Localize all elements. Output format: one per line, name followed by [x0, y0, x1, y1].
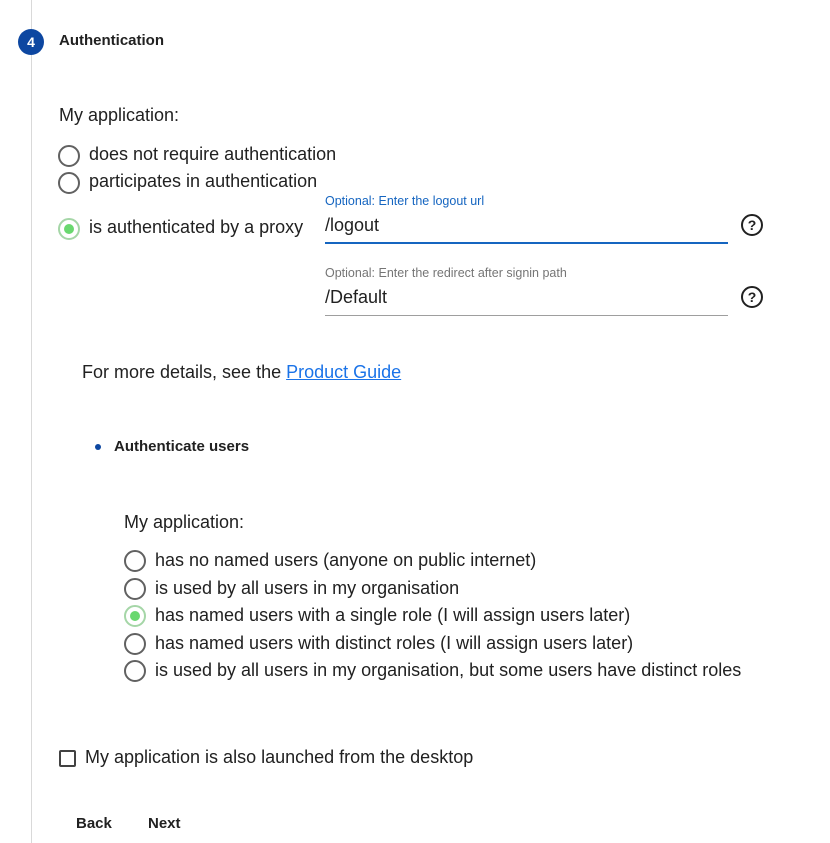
redirect-path-input[interactable]: /Default [325, 287, 388, 307]
radio-distinct-roles-label[interactable]: has named users with distinct roles (I will assign users later) [155, 633, 634, 653]
redirect-path-label: Optional: Enter the redirect after signin path [325, 266, 567, 280]
radio-no-named-users-label[interactable]: has no named users (anyone on public internet) [155, 550, 537, 570]
radio-all-users-label[interactable]: is used by all users in my organisation [155, 578, 460, 598]
back-button[interactable]: Back [76, 815, 112, 832]
redirect-path-field[interactable] [325, 265, 728, 319]
radio-all-users-some-distinct[interactable] [124, 660, 146, 682]
next-button[interactable]: Next [148, 815, 181, 832]
radio-single-role-label[interactable]: has named users with a single role (I will assign users later) [155, 605, 631, 625]
bullet-dot [95, 444, 101, 450]
radio-no-named-users[interactable] [124, 550, 146, 572]
logout-url-input[interactable]: /logout [325, 215, 380, 235]
radio-single-role[interactable] [124, 605, 146, 627]
radio-participates-auth[interactable] [58, 172, 80, 194]
redirect-path-underline [325, 315, 728, 316]
radio-proxy-auth[interactable] [58, 218, 80, 240]
radio-no-auth[interactable] [58, 145, 80, 167]
desktop-launch-checkbox[interactable] [59, 750, 76, 767]
radio-participates-auth-label[interactable]: participates in authentication [89, 171, 318, 191]
radio-no-auth-label[interactable]: does not require authentication [89, 144, 337, 164]
radio-distinct-roles[interactable] [124, 633, 146, 655]
help-icon[interactable]: ? [741, 214, 763, 236]
radio-all-users[interactable] [124, 578, 146, 600]
step-number-badge: 4 [18, 29, 44, 55]
logout-url-underline [325, 242, 728, 244]
step-title: Authentication [59, 32, 164, 49]
stepper-line [31, 0, 32, 843]
details-prefix: For more details, see the [82, 362, 287, 382]
product-guide-link[interactable]: Product Guide [286, 362, 402, 382]
logout-url-label: Optional: Enter the logout url [325, 194, 485, 208]
authenticate-users-title: Authenticate users [114, 438, 250, 455]
auth-heading: My application: [59, 105, 180, 125]
desktop-launch-label[interactable]: My application is also launched from the desktop [85, 747, 474, 767]
help-icon[interactable]: ? [741, 286, 763, 308]
radio-all-users-some-distinct-label[interactable]: is used by all users in my organisation, but some users have distinct roles [155, 660, 742, 680]
logout-url-field[interactable] [325, 193, 728, 247]
radio-proxy-auth-label[interactable]: is authenticated by a proxy [89, 217, 304, 237]
users-heading: My application: [124, 512, 245, 532]
details-text [82, 362, 401, 383]
